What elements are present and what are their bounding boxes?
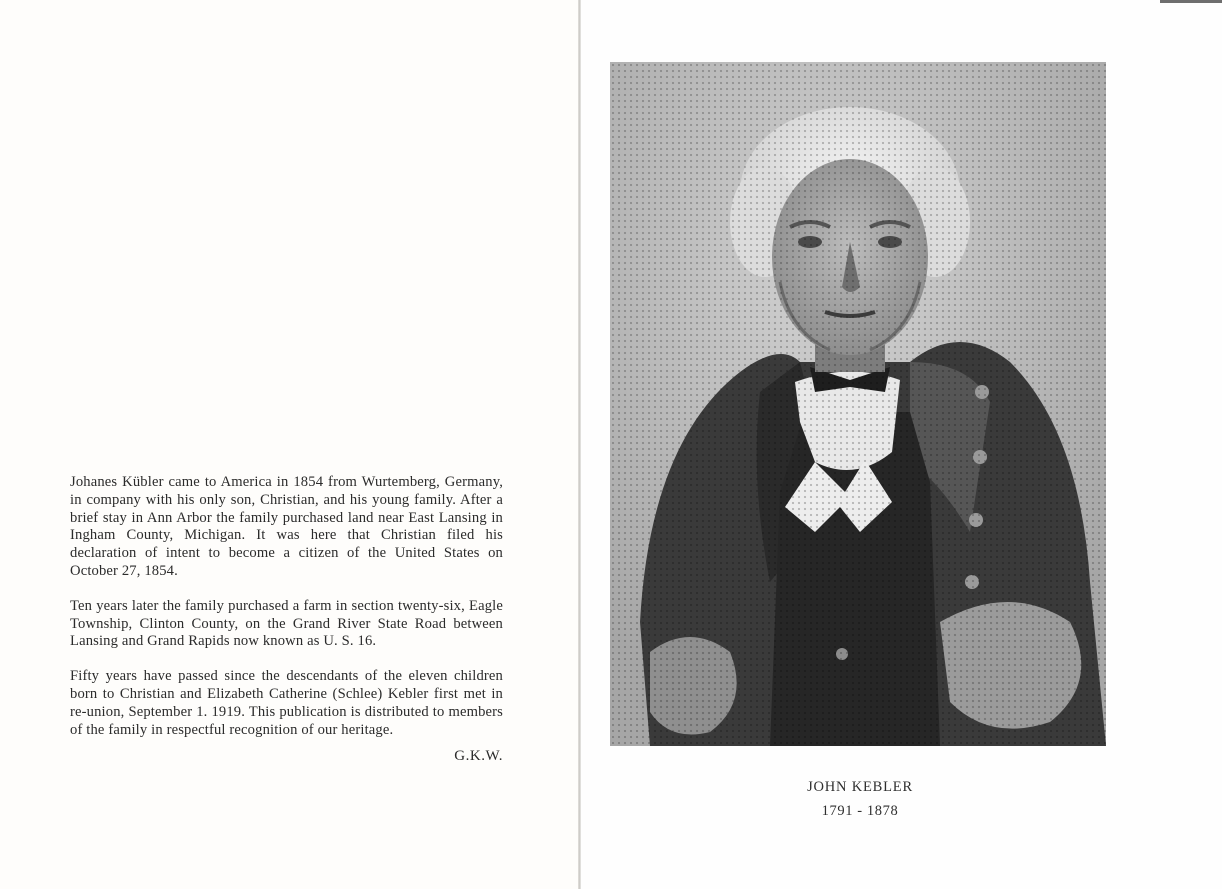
paragraph-1: Johanes Kübler came to America in 1854 from Wurtemberg, Germany, in company with his only son, Christian, and his young family. After a brief stay in Ann Arbor the family purchased land near East Lansing in Ingham County, Michigan. It was here that Christian filed his declaration of intent to become a citizen of the United States on October 27, 1854.: [70, 474, 503, 579]
left-page: [0, 0, 579, 889]
page-edge-mark: [1160, 0, 1222, 3]
paragraph-3: Fifty years have passed since the descendants of the eleven children born to Christian and Elizabeth Catherine (Schlee) Kebler first met in re-union, September 1. 1919. This publication is distributed to members of the family in respectful recognition of our heritage.: [70, 668, 503, 738]
history-text: [70, 474, 503, 766]
author-signature: G.K.W.: [454, 748, 503, 765]
portrait-caption-name: JOHN KEBLER: [807, 779, 913, 795]
halftone-screen: [610, 62, 1106, 746]
portrait-photo: [610, 62, 1106, 746]
paragraph-2: Ten years later the family purchased a farm in section twenty-six, Eagle Township, Clinton County, on the Grand River State Road between Lansing and Grand Rapids now known as U. S. 16.: [70, 597, 503, 650]
portrait-caption-dates: 1791 - 1878: [821, 803, 899, 819]
